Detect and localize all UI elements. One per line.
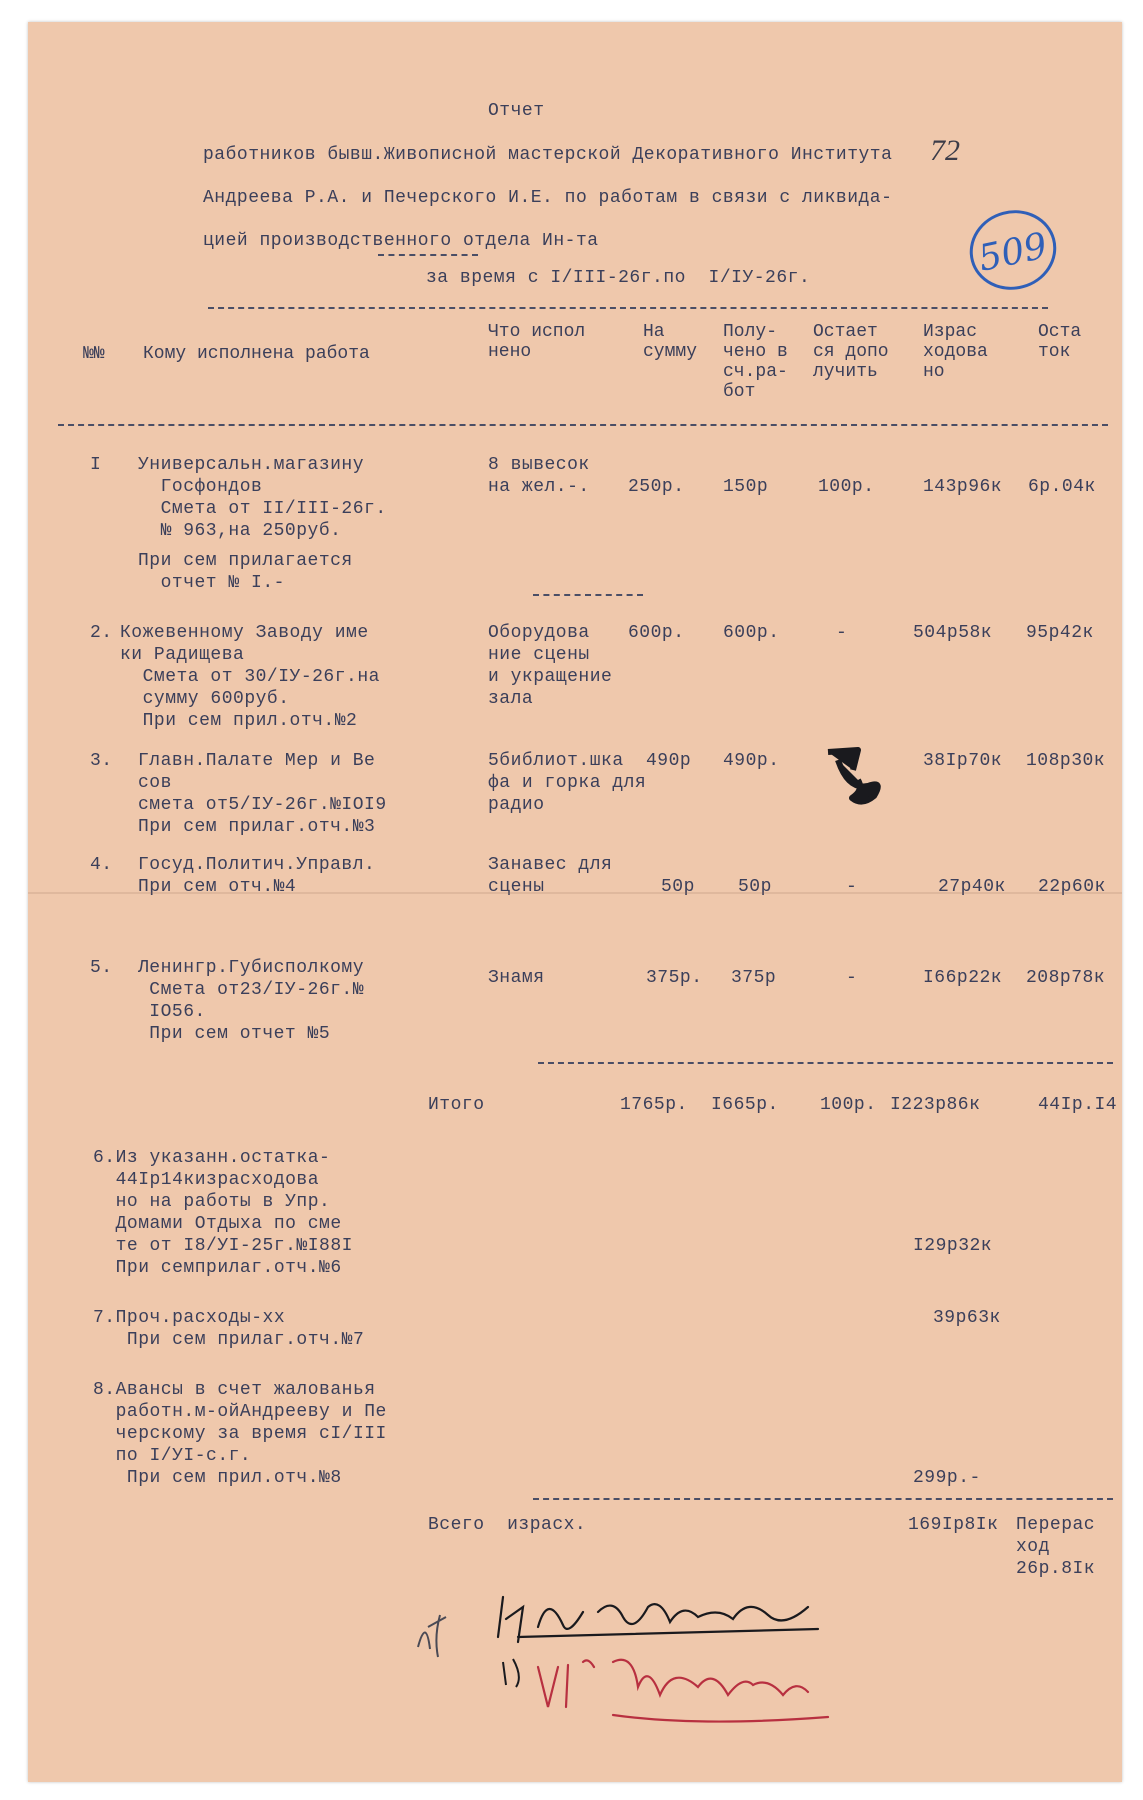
total-label: Итого xyxy=(428,1095,485,1115)
grand-total-spent: 169Iр8Iк xyxy=(908,1515,999,1535)
header-line-3: цией производственного отдела Ин-та xyxy=(203,231,599,251)
row-sum: 600р. xyxy=(628,623,685,643)
header-line-1: работников бывш.Живописной мастерской Декоративного Института xyxy=(203,145,893,165)
row-what: Занавес для сцены xyxy=(488,855,613,897)
row-received: 375р xyxy=(731,968,777,988)
row-what: 8 вывесок на жел.-. xyxy=(488,455,590,497)
row-received: 490р. xyxy=(723,751,780,771)
extra-spent: 39р63к xyxy=(933,1308,1001,1328)
row-client: Госуд.Политич.Управл. При сем отч.№4 xyxy=(138,855,376,897)
row-number: 3. xyxy=(90,751,113,771)
row-client: Универсальн.магазину Госфондов Смета от II/III-26г. № 963,на 250руб. xyxy=(138,455,387,541)
extra-text: 8.Авансы в счет жалованья работн.м-ойАндрееву и Пе черскому за время сI/III по I/УI-с.г. При сем прил.отч.№8 xyxy=(93,1380,387,1488)
row-number: 4. xyxy=(90,855,113,875)
row-received: 600р. xyxy=(723,623,780,643)
grand-total-label: Всего израсх. xyxy=(428,1515,587,1535)
table-header-rule xyxy=(58,424,1108,426)
header-line-2: Андреева Р.А. и Печерского И.Е. по работам в связи с ликвида- xyxy=(203,188,893,208)
total-spent: I223р86к xyxy=(890,1095,981,1115)
grand-total-rule xyxy=(533,1498,1113,1500)
row-sum: 50р xyxy=(661,877,695,897)
row-rest: 208р78к xyxy=(1026,968,1106,988)
row-remain: 100р. xyxy=(818,477,875,497)
row-remain: - xyxy=(836,623,848,643)
row-rest: 95р42к xyxy=(1026,623,1094,643)
row-number: 2. xyxy=(90,623,113,643)
row-divider xyxy=(533,594,643,596)
row-rest: 22р60к xyxy=(1038,877,1106,897)
ink-blot xyxy=(818,740,898,810)
row-client: Главн.Палате Мер и Ве сов смета от5/IУ-26г.№IOI9 При сем прилаг.отч.№3 xyxy=(138,751,387,837)
extra-spent: 299р.- xyxy=(913,1468,981,1488)
total-sum: 1765р. xyxy=(620,1095,688,1115)
row-number: I xyxy=(90,455,102,475)
handwritten-signatures xyxy=(398,1567,918,1757)
extra-text: 7.Проч.расходы-xx При сем прилаг.отч.№7 xyxy=(93,1308,365,1350)
svg-text:509: 509 xyxy=(975,225,1051,280)
col-header-client: Кому исполнена работа xyxy=(143,344,370,364)
extra-spent: I29р32к xyxy=(913,1236,993,1256)
total-rule xyxy=(538,1062,1113,1064)
short-divider xyxy=(378,254,478,256)
total-received: I665р. xyxy=(711,1095,779,1115)
report-period: за время с I/III-26г.по I/IУ-26г. xyxy=(426,268,811,288)
row-remain: - xyxy=(846,877,858,897)
row-sum: 490р xyxy=(646,751,692,771)
col-header-what: Что испол нено xyxy=(488,322,586,362)
extra-text: 6.Из указанн.остатка- 44Iр14кизрасходова но на работы в Упр. Домами Отдыха по сме те от I8/УI-25г.№I88I При семприлаг.отч.№6 xyxy=(93,1148,353,1278)
header-rule xyxy=(208,307,1048,309)
col-header-remain: Остает ся допо лучить xyxy=(813,322,889,382)
row-what: Оборудова ние сцены и укращение зала xyxy=(488,623,613,709)
row-spent: 38Iр70к xyxy=(923,751,1003,771)
row-number: 5. xyxy=(90,958,113,978)
col-header-num: №№ xyxy=(83,344,105,364)
row-client: Кожевенному Заводу име ки Радищева Смета от 30/IУ-26г.на сумму 600руб. При сем прил.отч.№2 xyxy=(120,623,380,731)
col-header-spent: Израс ходова но xyxy=(923,322,988,382)
total-rest: 44Iр.I4 xyxy=(1038,1095,1118,1115)
row-what: Знамя xyxy=(488,968,545,988)
row-spent: I66р22к xyxy=(923,968,1003,988)
row-note: При сем прилагается отчет № I.- xyxy=(138,551,353,593)
col-header-rest: Оста ток xyxy=(1038,322,1082,362)
blue-pencil-number xyxy=(958,192,1068,302)
row-spent: 27р40к xyxy=(938,877,1006,897)
row-spent: 504р58к xyxy=(913,623,993,643)
row-sum: 250р. xyxy=(628,477,685,497)
row-received: 50р xyxy=(738,877,772,897)
row-rest: 108р30к xyxy=(1026,751,1106,771)
row-rest: 6р.04к xyxy=(1028,477,1096,497)
row-what: 5библиот.шка фа и горка для радио xyxy=(488,751,647,815)
document-title: Отчет xyxy=(488,101,545,121)
corner-handwritten-mark xyxy=(924,130,994,170)
overrun-note: Перерас ход 26р.8Iк xyxy=(1016,1515,1096,1579)
row-spent: 143р96к xyxy=(923,477,1003,497)
col-header-sum: На сумму xyxy=(643,322,698,362)
row-remain: - xyxy=(846,968,858,988)
col-header-received: Полу- чено в сч.ра- бот xyxy=(723,322,788,402)
total-remain: 100р. xyxy=(820,1095,877,1115)
document-sheet xyxy=(28,22,1122,1782)
row-received: 150р xyxy=(723,477,769,497)
row-sum: 375р. xyxy=(646,968,703,988)
row-client: Ленингр.Губисполкому Смета от23/IУ-26г.№ IO56. При сем отчет №5 xyxy=(138,958,365,1044)
svg-text:72: 72 xyxy=(930,134,960,167)
